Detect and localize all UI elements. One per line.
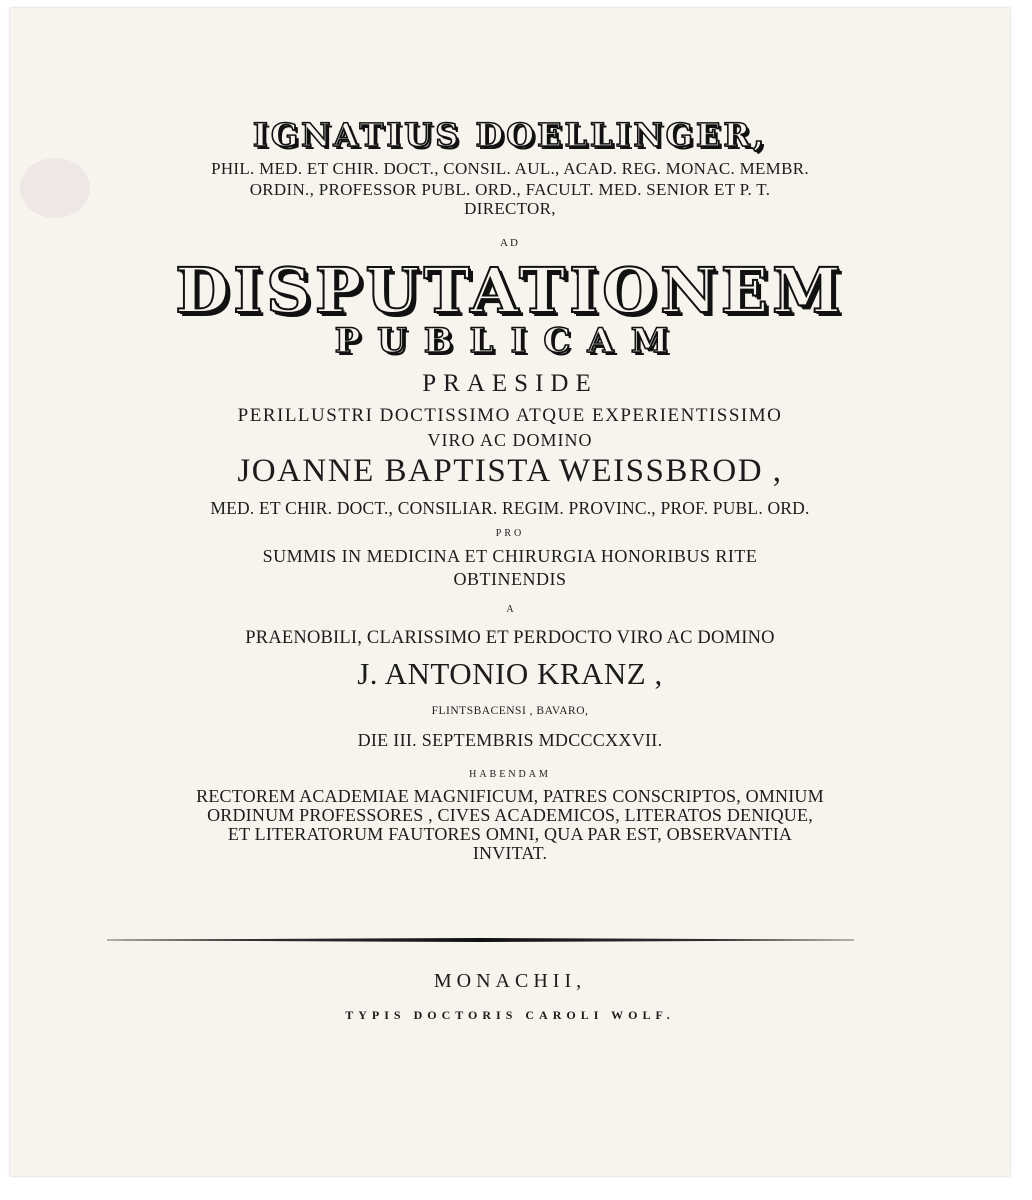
invitation-line-2: ORDINUM PROFESSORES , CIVES ACADEMICOS, LITERATOS DENIQUE, bbox=[207, 805, 813, 825]
purpose-line-1: SUMMIS IN MEDICINA ET CHIRURGIA HONORIBUS RITE bbox=[262, 546, 758, 566]
author-name: IGNATIUS DOELLINGER, bbox=[252, 116, 768, 154]
praeses-titles: MED. ET CHIR. DOCT., CONSILIAR. REGIM. PROVINC., PROF. PUBL. ORD. bbox=[210, 498, 810, 518]
invitation-line-1: RECTOREM ACADEMIAE MAGNIFICUM, PATRES CONSCRIPTOS, OMNIUM bbox=[196, 786, 824, 806]
praeses-viro: VIRO AC DOMINO bbox=[427, 430, 593, 450]
date-line: DIE III. SEPTEMBRIS MDCCCXXVII. bbox=[357, 730, 663, 750]
ad-word: AD bbox=[500, 237, 520, 249]
title-page bbox=[10, 8, 1010, 1176]
praeses-name: JOANNE BAPTISTA WEISSBROD , bbox=[237, 453, 783, 489]
author-titles-line-1: PHIL. MED. ET CHIR. DOCT., CONSIL. AUL., ACAD. REG. MONAC. MEMBR. bbox=[211, 159, 809, 178]
candidate-epithet: PRAENOBILI, CLARISSIMO ET PERDOCTO VIRO AC DOMINO bbox=[245, 628, 775, 648]
main-heading: DISPUTATIONEM bbox=[175, 254, 845, 327]
invitation-line-3: ET LITERATORUM FAUTORES OMNI, QUA PAR EST, OBSERVANTIA bbox=[227, 824, 793, 844]
habendam-word: HABENDAM bbox=[469, 769, 551, 780]
divider-rule bbox=[107, 938, 854, 942]
praeside-word: PRAESIDE bbox=[422, 370, 598, 397]
pro-word: PRO bbox=[495, 528, 525, 539]
author-titles-line-2: ORDIN., PROFESSOR PUBL. ORD., FACULT. MED. SENIOR ET P. T. bbox=[249, 180, 771, 199]
candidate-origin: FLINTSBACENSI , BAVARO, bbox=[431, 705, 589, 717]
praeses-epithet: PERILLUSTRI DOCTISSIMO ATQUE EXPERIENTISSIMO bbox=[237, 405, 783, 426]
a-word: A bbox=[506, 604, 514, 615]
author-titles-line-3: DIRECTOR, bbox=[464, 199, 556, 218]
purpose-line-2: OBTINENDIS bbox=[453, 569, 567, 589]
sub-heading: PUBLICAM bbox=[334, 321, 686, 361]
candidate-name: J. ANTONIO KRANZ , bbox=[357, 656, 663, 691]
invitation-line-4: INVITAT. bbox=[472, 843, 548, 863]
imprint-printer: TYPIS DOCTORIS CAROLI WOLF. bbox=[345, 1008, 675, 1022]
imprint-place: MONACHII, bbox=[433, 970, 587, 992]
